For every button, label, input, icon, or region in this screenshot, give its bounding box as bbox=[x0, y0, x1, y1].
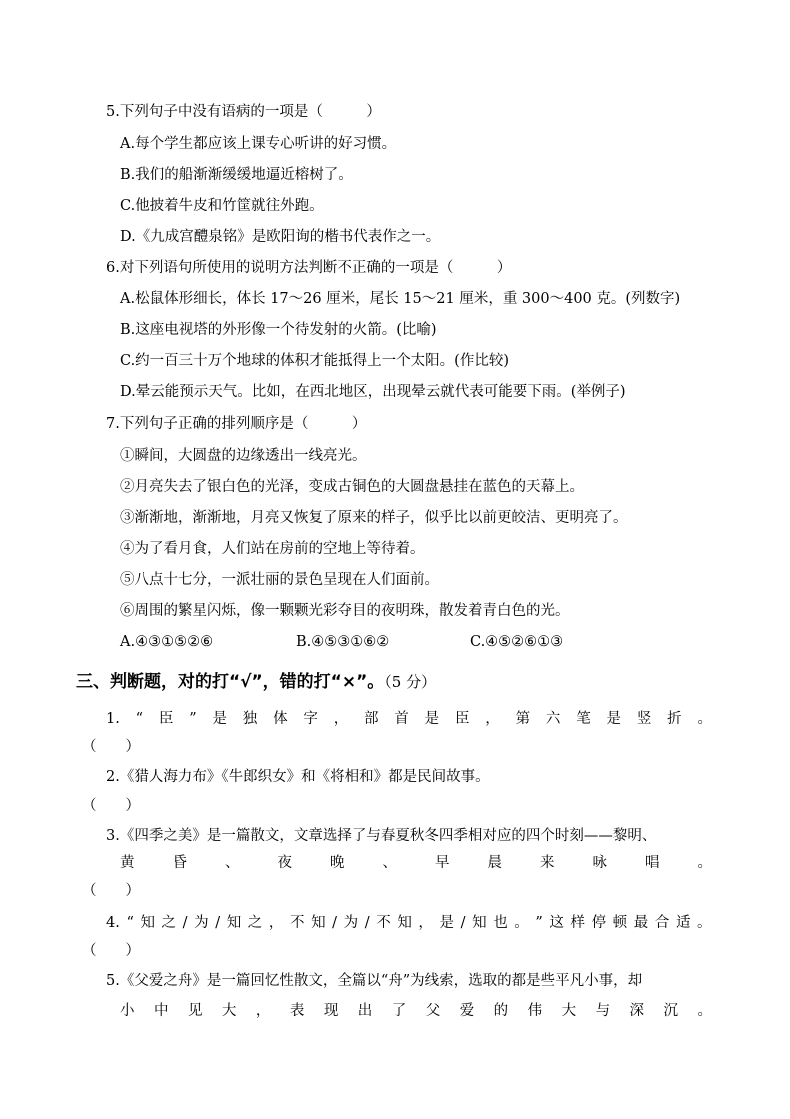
q6-option-d: D.晕云能预示天气。比如，在西北地区，出现晕云就代表可能要下雨。(举例子) bbox=[120, 384, 626, 400]
section-3-title: 三、判断题，对的打“√”，错的打“×”。 bbox=[76, 672, 385, 692]
q7-sentence-6: ⑥周围的繁星闪烁，像一颗颗光彩夺目的夜明珠，散发着青白色的光。 bbox=[120, 603, 570, 619]
section-3-score: （5 分） bbox=[384, 673, 437, 691]
q6-option-c: C.约一百三十万个地球的体积才能抵得上一个太阳。(作比较) bbox=[120, 353, 509, 369]
section-3-heading bbox=[76, 672, 436, 692]
tf-q3-line2: 黄 昏 、 夜 晚 、 早 晨 来 咏 唱 。 bbox=[120, 855, 712, 871]
q5-stem: 5.下列句子中没有语病的一项是（ ） bbox=[106, 104, 381, 120]
q7-stem: 7.下列句子正确的排列顺序是（ ） bbox=[106, 416, 367, 432]
q7-option-b: B.④⑤③①⑥② bbox=[296, 634, 390, 650]
tf-q4: 4. “ 知 之 / 为 / 知 之 ， 不 知 / 为 / 不 知 ， 是 / 知 也 。 ” 这 样 停 顿 最 合 适 。 bbox=[106, 915, 712, 931]
tf-q1-answer-blank[interactable]: （ ） bbox=[82, 739, 140, 755]
q7-sentence-1: ①瞬间，大圆盘的边缘透出一线亮光。 bbox=[120, 448, 367, 464]
q7-sentence-4: ④为了看月食，人们站在房前的空地上等待着。 bbox=[120, 541, 425, 557]
q5-option-a: A.每个学生都应该上课专心听讲的好习惯。 bbox=[120, 136, 397, 152]
q7-sentence-2: ②月亮失去了银白色的光泽，变成古铜色的大圆盘悬挂在蓝色的天幕上。 bbox=[120, 479, 584, 495]
tf-q5-line1: 5.《父爱之舟》是一篇回忆性散文，全篇以“舟”为线索，选取的都是些平凡小事，却 bbox=[106, 973, 643, 989]
tf-q2: 2.《猎人海力布》《牛郎织女》和《将相和》都是民间故事。 bbox=[106, 769, 490, 785]
q6-stem: 6.对下列语句所使用的说明方法判断不正确的一项是（ ） bbox=[106, 260, 512, 276]
q5-option-d: D.《九成宫醴泉铭》是欧阳询的楷书代表作之一。 bbox=[120, 229, 441, 245]
q7-option-a: A.④③①⑤②⑥ bbox=[120, 634, 214, 650]
q5-option-b: B.我们的船渐渐缓缓地逼近榕树了。 bbox=[120, 167, 353, 183]
tf-q1: 1. “ 臣 ” 是 独 体 字 ， 部 首 是 臣 ， 第 六 笔 是 竖 折 。 bbox=[106, 711, 712, 727]
tf-q4-answer-blank[interactable]: （ ） bbox=[82, 943, 140, 959]
q7-option-c: C.④⑤②⑥①③ bbox=[470, 634, 564, 650]
q5-option-c: C.他披着牛皮和竹筐就往外跑。 bbox=[120, 198, 324, 214]
q6-option-a: A.松鼠体形细长，体长 17～26 厘米，尾长 15～21 厘米，重 300～400 克。(列数字) bbox=[120, 291, 681, 307]
tf-q2-answer-blank[interactable]: （ ） bbox=[82, 798, 140, 814]
q6-option-b: B.这座电视塔的外形像一个待发射的火箭。(比喻) bbox=[120, 322, 437, 338]
q7-sentence-5: ⑤八点十七分，一派壮丽的景色呈现在人们面前。 bbox=[120, 572, 439, 588]
tf-q5-line2: 小 中 见 大 ， 表 现 出 了 父 爱 的 伟 大 与 深 沉 。 bbox=[120, 1003, 712, 1019]
q7-sentence-3: ③渐渐地，渐渐地，月亮又恢复了原来的样子，似乎比以前更皎洁、更明亮了。 bbox=[120, 510, 628, 526]
tf-q3-answer-blank[interactable]: （ ） bbox=[82, 883, 140, 899]
tf-q3-line1: 3.《四季之美》是一篇散文，文章选择了与春夏秋冬四季相对应的四个时刻——黎明、 bbox=[106, 828, 657, 844]
